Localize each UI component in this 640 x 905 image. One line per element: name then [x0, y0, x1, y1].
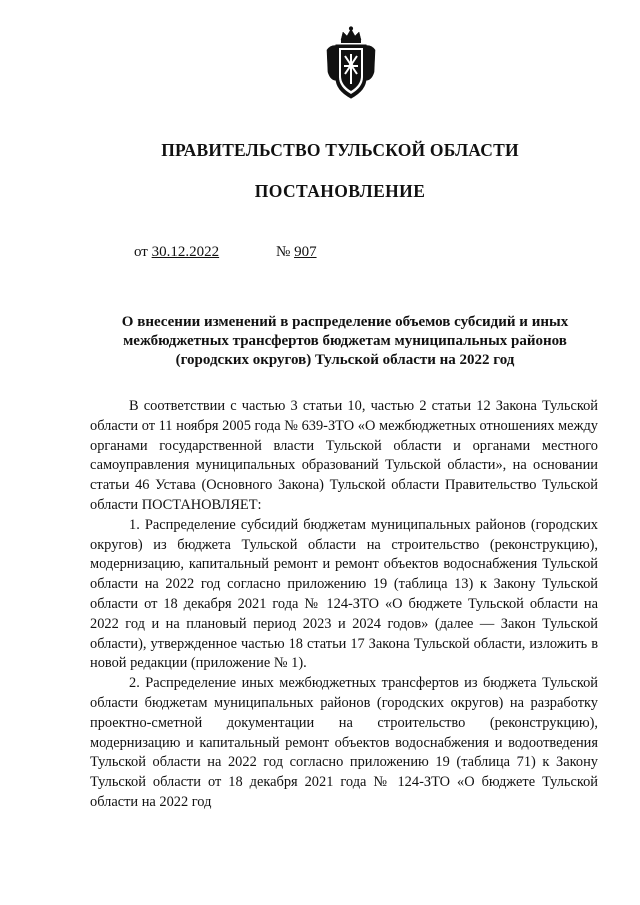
organization-name: ПРАВИТЕЛЬСТВО ТУЛЬСКОЙ ОБЛАСТИ [161, 140, 519, 160]
document-number [276, 244, 317, 261]
item-2-paragraph: 2. Распределение иных межбюджетных трансфертов из бюджета Тульской области бюджетам муниципальных районов (городских округов) на разработку проектно-сметной документации на строительство (реконструкцию), модернизацию и капитальный ремонт объектов водоснабжения и водоотведения Тульской области на 2022 год согласно приложению 19 (таблица 71) к Закону Тульской области от 18 декабря 2021 года № 124-ЗТО «О бюджете Тульской области на 2022 год [90, 675, 598, 810]
document-date [134, 244, 219, 261]
item-1-paragraph: 1. Распределение субсидий бюджетам муниципальных районов (городских округов) из бюджета Тульской области на строительство (реконструкцию), модернизацию, капитальный ремонт и ремонт объектов водоснабжения Тульской области на 2022 год согласно приложению 19 (таблица 13) к Закону Тульской области от 18 декабря 2021 года № 124-ЗТО «О бюджете Тульской области на 2022 год и на плановый период 2023 и 2024 годов» (далее — Закон Тульской области), утвержденное частью 18 статьи 17 Закона Тульской области, изложить в новой редакции (приложение № 1). [90, 516, 598, 672]
date-prefix: от [134, 244, 148, 260]
document-type: ПОСТАНОВЛЕНИЕ [254, 181, 426, 201]
date-value: 30.12.2022 [151, 244, 220, 260]
number-prefix: № [276, 244, 291, 260]
coat-of-arms-icon [323, 26, 379, 102]
document-body [90, 397, 598, 813]
preamble-paragraph: В соответствии с частью 3 статьи 10, частью 2 статьи 12 Закона Тульской области от 11 ноября 2005 года № 639-ЗТО «О межбюджетных отношениях между органами государственной власти Тульской области и органами местного самоуправления муниципальных образований Тульской области», на основании статьи 46 Устава (Основного Закона) Тульской области Правительство Тульской области ПОСТАНОВЛЯЕТ: [90, 398, 598, 513]
number-value: 907 [294, 244, 317, 260]
document-title: О внесении изменений в распределение объемов субсидий и иных межбюджетных трансфертов бюджетам муниципальных районов (городских округов) Тульской области на 2022 год [121, 314, 569, 368]
